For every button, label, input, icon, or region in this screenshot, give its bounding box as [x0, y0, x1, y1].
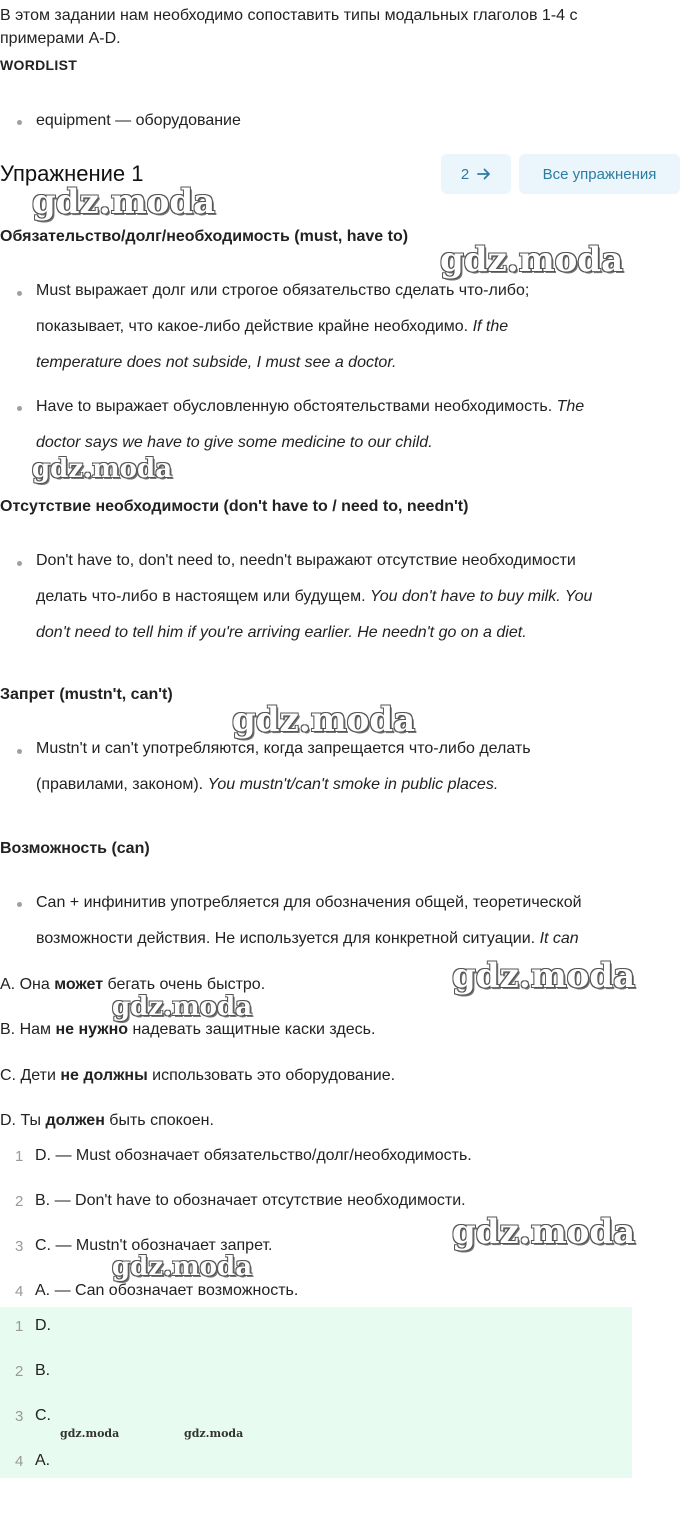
list-number: 1 — [15, 1318, 24, 1335]
list-number: 1 — [15, 1148, 24, 1165]
watermark-logo: gdz.moda — [32, 454, 173, 484]
rule-line: (правилами, законом). You mustn't/can't smoke in public places. — [36, 776, 499, 793]
rule-line: возможности действия. Не используется для конкретной ситуации. It can — [36, 930, 579, 947]
watermark-logo: gdz.moda — [112, 992, 253, 1022]
watermark-logo: gdz.moda — [232, 700, 416, 740]
watermark-logo: gdz.moda — [440, 240, 624, 280]
watermark-logo: gdz.moda — [452, 1212, 636, 1252]
rule-example: temperature does not subside, I must see a doctor. — [36, 354, 397, 371]
bullet-icon — [17, 902, 22, 907]
bullet-icon — [17, 291, 22, 296]
bullet-icon — [17, 749, 22, 754]
rule-line: показывает, что какое-либо действие крайне необходимо. If the — [36, 318, 509, 335]
wordlist-item: equipment — оборудование — [36, 112, 241, 129]
list-number: 2 — [15, 1193, 24, 1210]
intro-cut-line: примерами A-D. — [0, 30, 121, 47]
option-c: C. Дети не должны использовать это оборудование. — [0, 1067, 396, 1084]
list-number: 3 — [15, 1238, 24, 1255]
list-number: 4 — [15, 1283, 24, 1300]
section-title-can: Возможность (can) — [0, 840, 150, 857]
rule-line: Can + инфинитив употребляется для обозначения общей, теоретической — [36, 894, 582, 911]
list-number: 3 — [15, 1408, 24, 1425]
arrow-right-icon — [477, 167, 491, 181]
next-exercise-button[interactable] — [441, 154, 511, 194]
option-a: A. Она может бегать очень быстро. — [0, 976, 266, 993]
wordlist-title: WORDLIST — [0, 57, 78, 73]
answer-item: B. — [35, 1362, 51, 1379]
watermark-logo: gdz.moda — [32, 182, 216, 222]
rule-line: делать что-либо в настоящем или будущем. You don't have to buy milk. You — [36, 588, 593, 605]
exercise-title: Упражнение 1 — [0, 161, 144, 186]
watermark-logo: gdz.moda — [60, 1427, 120, 1440]
explanation-item: C. — Mustn't обозначает запрет. — [35, 1237, 273, 1254]
explanation-item: A. — Can обозначает возможность. — [35, 1282, 299, 1299]
bullet-icon — [17, 406, 22, 411]
explanation-item: B. — Don't have to обозначает отсутствие необходимости. — [35, 1192, 466, 1209]
section-title-must: Обязательство/долг/необходимость (must, have to) — [0, 228, 409, 245]
rule-line: Have to выражает обусловленную обстоятельствами необходимость. The — [36, 398, 585, 415]
rule-line: Must выражает долг или строгое обязательство сделать что-либо; — [36, 282, 530, 299]
option-d: D. Ты должен быть спокоен. — [0, 1112, 214, 1129]
next-exercise-label: 2 — [460, 165, 470, 183]
answer-item: C. — [35, 1407, 51, 1424]
section-title-need: Отсутствие необходимости (don't have to / need to, needn't) — [0, 498, 469, 515]
bullet-icon — [17, 561, 22, 566]
rule-line: Don't have to, don't need to, needn't выражают отсутствие необходимости — [36, 552, 576, 569]
answer-item: D. — [35, 1317, 51, 1334]
all-exercises-button[interactable]: Все упражнения — [519, 154, 680, 194]
answer-item: A. — [35, 1452, 51, 1469]
rule-line: Mustn't и can't употребляются, когда запрещается что-либо делать — [36, 740, 531, 757]
watermark-logo: gdz.moda — [452, 956, 636, 996]
section-title-ban: Запрет (mustn't, can't) — [0, 686, 173, 703]
answer-box — [0, 1307, 632, 1478]
intro-text: В этом задании нам необходимо сопоставить типы модальных глаголов 1-4 с — [0, 7, 578, 24]
rule-example: don't need to tell him if you're arriving earlier. He needn't go on a diet. — [36, 624, 527, 641]
list-number: 2 — [15, 1363, 24, 1380]
option-b: B. Нам не нужно надевать защитные каски здесь. — [0, 1021, 376, 1038]
explanation-item: D. — Must обозначает обязательство/долг/необходимость. — [35, 1147, 472, 1164]
bullet-icon — [17, 120, 22, 125]
rule-example: doctor says we have to give some medicine to our child. — [36, 434, 433, 451]
watermark-logo: gdz.moda — [112, 1252, 253, 1282]
watermark-logo: gdz.moda — [184, 1427, 244, 1440]
list-number: 4 — [15, 1453, 24, 1470]
